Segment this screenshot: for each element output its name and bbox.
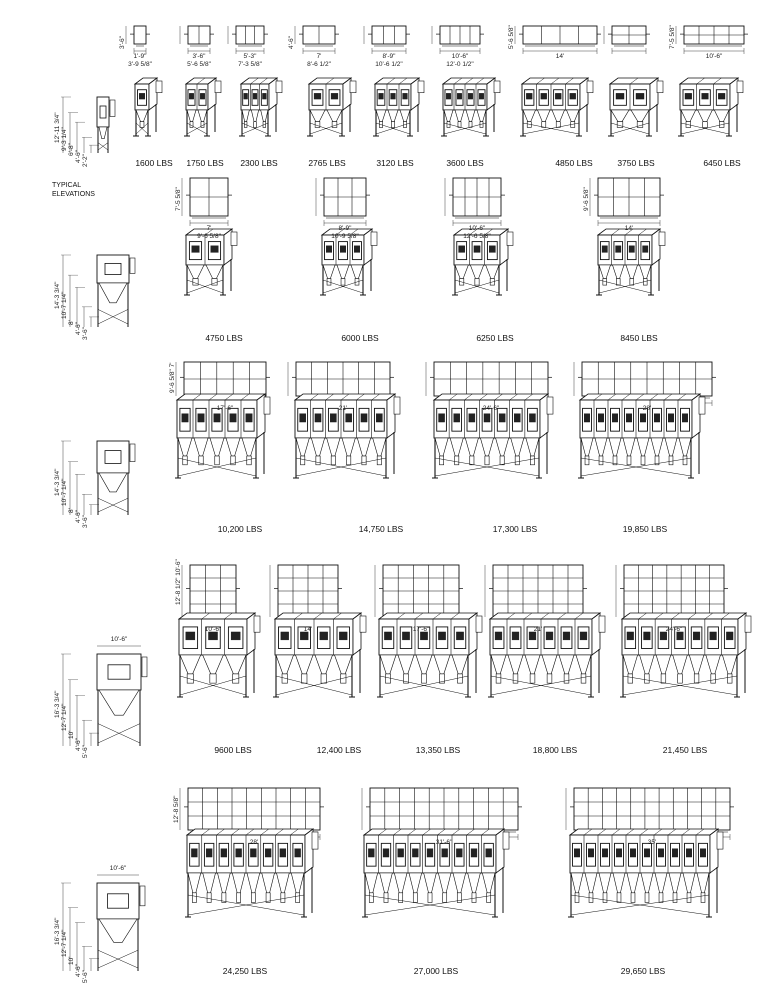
side-elevation-2	[61, 255, 135, 327]
weight-label: 1600 LBS	[135, 158, 173, 168]
plan-view-r1-4	[295, 26, 339, 54]
plan-dim: 8'-9"	[338, 225, 352, 232]
collector-r4-4	[488, 613, 605, 697]
plan-dim: 21'	[533, 626, 543, 633]
plan-view-r1-8	[604, 26, 650, 54]
elevation-dim: 16'-3 3/4"	[54, 917, 61, 945]
elevation-dim: 4'-6"	[75, 321, 82, 335]
collector-r4-5	[620, 613, 751, 697]
plan-dim: 24'-6"	[482, 405, 500, 412]
collector-r1-8	[608, 78, 663, 136]
elevation-dim: 12'-7 1/4"	[61, 929, 68, 958]
collector-r1-4	[307, 78, 356, 136]
typical-elevations-label: TYPICAL ELEVATIONS	[52, 182, 95, 198]
side-elevation-3	[61, 441, 135, 515]
elevation-dim: 3'-6"	[82, 514, 89, 528]
elevation-dim: 6'-8"	[68, 142, 75, 156]
weight-label: 13,350 LBS	[415, 745, 461, 755]
elevation-top-dim: 10'-6"	[110, 636, 128, 643]
plan-dim: 12'-6 5/8"	[463, 233, 491, 240]
weight-label: 9600 LBS	[214, 745, 252, 755]
collector-r1-5	[373, 78, 424, 136]
collector-r1-2	[184, 78, 221, 136]
plan-dim: 35'	[647, 839, 657, 846]
collector-r1-9	[678, 78, 743, 136]
weight-label: 14,750 LBS	[358, 524, 404, 534]
plan-dim: 14'	[555, 53, 565, 60]
plan-dim: 14'	[624, 225, 634, 232]
plan-vdim: 5'-6 5/8"	[508, 25, 515, 49]
weight-label: 4850 LBS	[555, 158, 593, 168]
elevation-dim: 10'	[68, 730, 75, 739]
plan-view-r1-2	[180, 26, 214, 54]
plan-vdim: 4'-6"	[288, 36, 295, 49]
weight-label: 8450 LBS	[620, 333, 658, 343]
weight-label: 18,800 LBS	[532, 745, 578, 755]
plan-dim: 8'-6 1/2"	[307, 61, 331, 68]
plan-dim: 21'	[338, 405, 348, 412]
collector-r3-4	[578, 394, 705, 478]
weight-label: 6450 LBS	[703, 158, 741, 168]
elevation-dim: 8'	[68, 507, 75, 513]
plan-dim: 7'	[316, 53, 322, 60]
plan-dim: 7'-3 5/8"	[238, 61, 262, 68]
plan-dim: 10'-6"	[468, 225, 486, 232]
plan-view-r1-9	[676, 26, 748, 54]
plan-dim: 5'-6 5/8"	[187, 61, 211, 68]
plan-view-r1-5	[364, 26, 410, 54]
plan-view-r2-1	[182, 178, 232, 226]
weight-label: 10,200 LBS	[217, 524, 263, 534]
collector-r4-2	[273, 613, 366, 697]
weight-label: 27,000 LBS	[413, 966, 459, 976]
collector-r1-1	[133, 78, 162, 136]
plan-view-r2-4	[590, 178, 664, 226]
elevation-dim: 10'-7 1/4"	[61, 291, 68, 320]
plan-dim: 8'-9"	[382, 53, 396, 60]
weight-label: 19,850 LBS	[622, 524, 668, 534]
weight-label: 3120 LBS	[376, 158, 414, 168]
plan-vdim: 12'-8 5/8"	[173, 795, 180, 823]
weight-label: 12,400 LBS	[316, 745, 362, 755]
plan-dim: 17'-6"	[412, 626, 430, 633]
plan-dim: 10'-9 5/8"	[331, 233, 359, 240]
plan-vdim: 12'-8 1/2" 10'-6"	[175, 559, 182, 605]
elevation-dim: 4'-6"	[75, 150, 82, 164]
elevation-dim: 9'-3 1/4"	[61, 127, 68, 151]
plan-dim: 14'	[303, 626, 313, 633]
weight-label: 3750 LBS	[617, 158, 655, 168]
plan-dim: 10'-6 1/2"	[375, 61, 403, 68]
plan-dim: 28'	[642, 405, 652, 412]
elevation-dim: 2'-2"	[82, 154, 89, 168]
plan-dim: 24'-6"	[665, 626, 683, 633]
plan-dim: 10'-6"	[204, 626, 222, 633]
weight-label: 21,450 LBS	[662, 745, 708, 755]
plan-dim: 17'-6"	[216, 405, 234, 412]
weight-label: 2300 LBS	[240, 158, 278, 168]
elevation-dim: 3'-6"	[82, 327, 89, 340]
plan-dim: 3'-9 5/8"	[128, 61, 152, 68]
elevation-top-dim: 10'-6"	[109, 865, 127, 872]
plan-view-r1-3	[228, 26, 268, 54]
plan-dim: 28'	[249, 839, 259, 846]
plan-view-r1-6	[432, 26, 484, 54]
plan-vdim: 7'-5 5/8"	[669, 25, 676, 49]
plan-dim: 12'-0 1/2"	[446, 61, 474, 68]
elevation-dim: 12'-11 3/4"	[54, 112, 61, 143]
plan-dim: 10'-6"	[451, 53, 469, 60]
plan-dim: 3'-6"	[192, 53, 206, 60]
weight-label: 2765 LBS	[308, 158, 346, 168]
elevation-dim: 14'-3 3/4"	[54, 468, 61, 496]
plan-dim: 5'-3"	[243, 53, 257, 60]
elevation-dim: 10'-7 1/4"	[61, 478, 68, 507]
weight-label: 1750 LBS	[186, 158, 224, 168]
elevation-dim: 14'-3 3/4"	[54, 281, 61, 309]
plan-dim: 1'-9"	[133, 53, 147, 60]
plan-view-r2-3	[445, 178, 505, 226]
elevation-dim: 12'-7 1/4"	[61, 703, 68, 731]
plan-dim: 31'-6"	[435, 839, 453, 846]
elevation-dim: 5'-6"	[82, 969, 89, 983]
collector-r1-3	[239, 78, 282, 136]
plan-vdim: 3'-6"	[119, 36, 126, 49]
plan-dim: 9'-6 5/8"	[197, 233, 221, 240]
weight-label: 3600 LBS	[446, 158, 484, 168]
elevation-dim: 4'-6"	[75, 738, 82, 752]
collector-r1-6	[441, 78, 500, 136]
plan-dim: 10'-6"	[705, 53, 723, 60]
elevation-dim: 16'-3 3/4"	[54, 690, 61, 718]
elevation-dim: 4'-6"	[75, 509, 82, 523]
elevation-dim: 5'-6"	[82, 744, 89, 758]
weight-label: 24,250 LBS	[222, 966, 268, 976]
plan-dim: 7'	[206, 225, 212, 232]
collector-r2-4	[596, 229, 665, 295]
collector-r5-3	[568, 829, 723, 917]
elevation-dim: 4'-6"	[75, 963, 82, 977]
plan-view-r1-7	[515, 26, 601, 54]
weight-label: 6250 LBS	[476, 333, 514, 343]
plan-vdim: 9'-6 5/8"	[583, 187, 590, 211]
plan-vdim: 7'-5 5/8"	[175, 187, 182, 211]
weight-label: 17,300 LBS	[492, 524, 538, 534]
elevation-dim: 10'	[68, 956, 75, 965]
plan-view-r1-1	[126, 26, 150, 54]
weight-label: 6000 LBS	[341, 333, 379, 343]
plan-vdim: 9'-6 5/8" 7'	[169, 362, 176, 393]
elevation-dim: 8'	[68, 320, 75, 326]
collector-r1-7	[520, 78, 593, 136]
plan-view-r2-2	[316, 178, 370, 226]
weight-label: 29,650 LBS	[620, 966, 666, 976]
weight-label: 4750 LBS	[205, 333, 243, 343]
